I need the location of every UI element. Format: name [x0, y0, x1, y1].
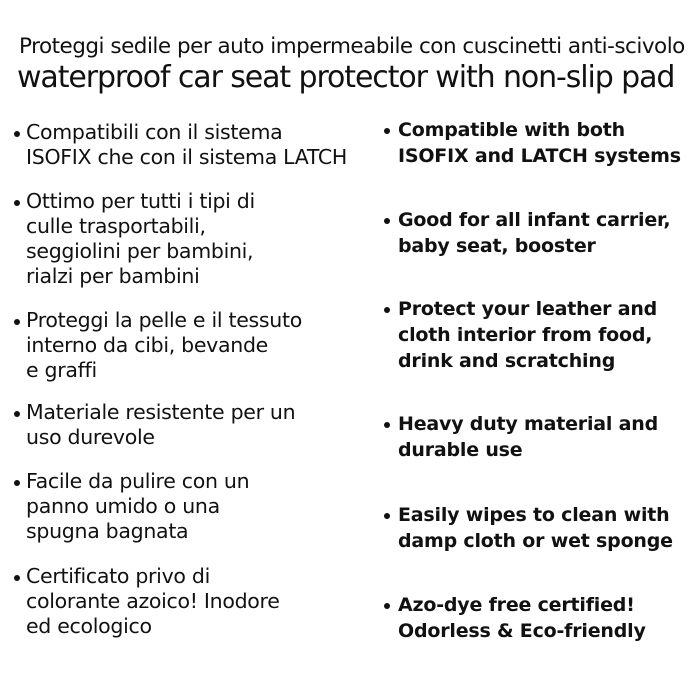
feature-item-en-3 — [384, 296, 657, 374]
feature-item-en-1 — [384, 117, 681, 169]
bullet-dot — [14, 411, 20, 417]
bullet-dot — [14, 480, 20, 486]
bullet-dot — [384, 307, 390, 313]
feature-text: Azo-dye free certified! Odorless & Eco-friendly — [398, 594, 646, 642]
feature-text: Compatible with both ISOFIX and LATCH systems — [398, 119, 681, 167]
feature-text: Certificato privo di colorante azoico! Inodore ed ecologico — [26, 564, 280, 638]
bullet-dot — [14, 200, 20, 206]
feature-text: Facile da pulire con un panno umido o una spugna bagnata — [26, 469, 250, 543]
bullet-dot — [14, 575, 20, 581]
bullet-dot — [384, 603, 390, 609]
feature-item-en-4 — [384, 411, 658, 463]
feature-text: Proteggi la pelle e il tessuto interno da cibi, bevande e graffi — [26, 308, 302, 382]
feature-text: Ottimo per tutti i tipi di culle trasportabili, seggiolini per bambini, rialzi per bambini — [26, 189, 255, 288]
feature-item-it-4 — [14, 400, 295, 450]
feature-item-en-5 — [384, 502, 673, 554]
bullet-dot — [384, 422, 390, 428]
bullet-dot — [14, 319, 20, 325]
feature-text: Heavy duty material and durable use — [398, 413, 658, 461]
feature-text: Protect your leather and cloth interior from food, drink and scratching — [398, 298, 658, 372]
feature-item-it-3 — [14, 308, 302, 383]
feature-item-it-6 — [14, 564, 280, 639]
feature-item-it-1 — [14, 120, 347, 170]
page-title-italian: Proteggi sedile per auto impermeabile con cuscinetti anti-scivolo — [19, 34, 685, 59]
feature-text: Easily wipes to clean with damp cloth or wet sponge — [398, 504, 673, 552]
bullet-dot — [384, 128, 390, 134]
feature-text: Good for all infant carrier, baby seat, booster — [398, 209, 671, 257]
feature-text: Materiale resistente per un uso durevole — [26, 400, 296, 449]
bullet-dot — [384, 218, 390, 224]
feature-item-en-2 — [384, 207, 670, 259]
feature-item-it-5 — [14, 469, 249, 544]
bullet-dot — [14, 131, 20, 137]
feature-item-en-6 — [384, 592, 646, 644]
bullet-dot — [384, 513, 390, 519]
feature-text: Compatibili con il sistema ISOFIX che con il sistema LATCH — [26, 120, 348, 169]
page-title-english: waterproof car seat protector with non-slip pad — [17, 60, 675, 95]
feature-item-it-2 — [14, 189, 255, 289]
